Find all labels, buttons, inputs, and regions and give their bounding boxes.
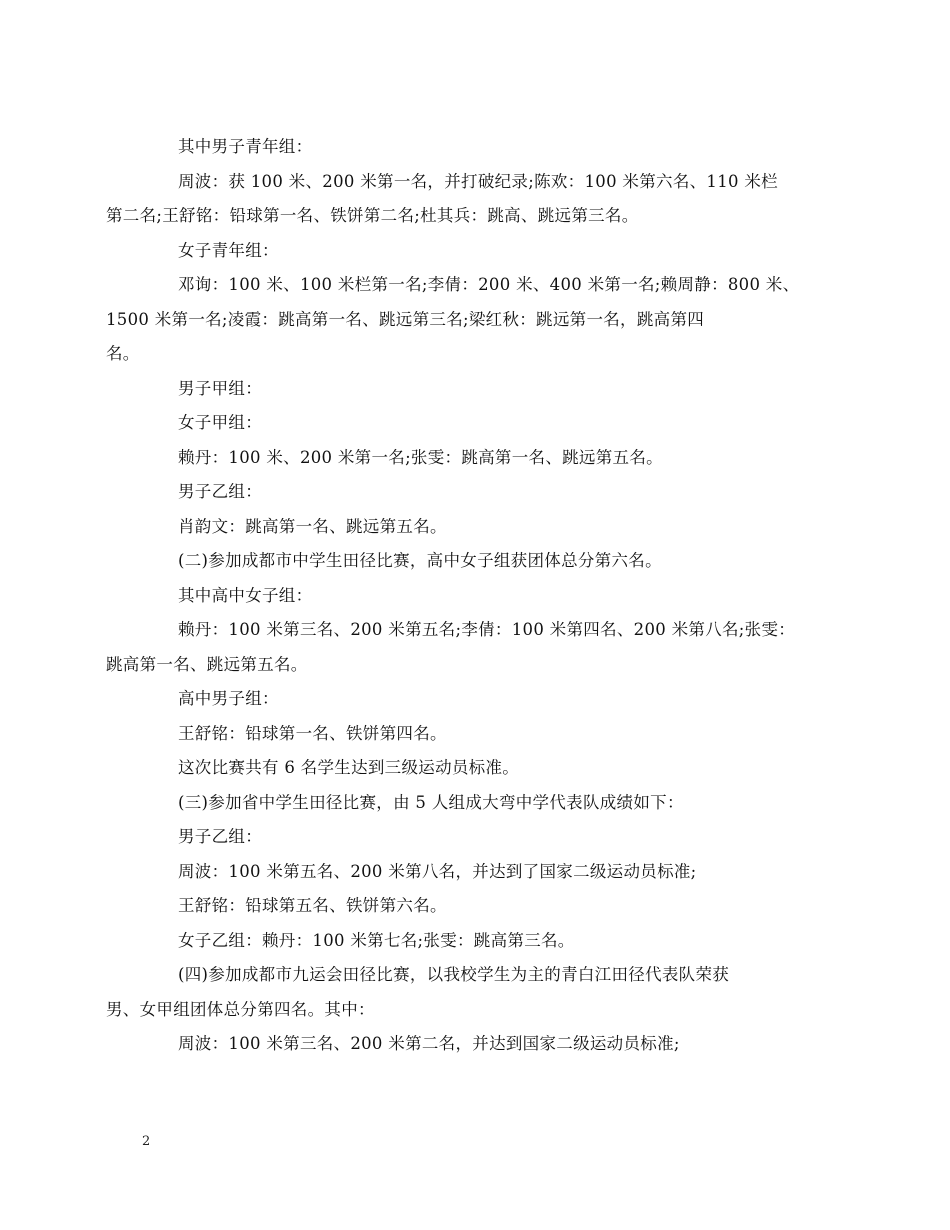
paragraph-line: (三)参加省中学生田径比赛，由 5 人组成大弯中学代表队成绩如下： [178,792,684,812]
paragraph-line: 邓询：100 米、100 米栏第一名;李倩：200 米、400 米第一名;赖周静：800 米、 [178,275,800,294]
paragraph [142,820,822,855]
paragraph [142,441,822,476]
paragraph-line: 第二名;王舒铭：铅球第一名、铁饼第二名;杜其兵：跳高、跳远第三名。 [106,206,639,225]
paragraph [142,889,822,924]
paragraph [142,682,822,717]
paragraph [142,717,822,752]
paragraph-line: 王舒铭：铅球第一名、铁饼第四名。 [178,723,447,743]
paragraph-line: 赖丹：100 米第三名、200 米第五名;李倩：100 米第四名、200 米第八名;张雯： [178,620,796,639]
paragraph [142,924,822,959]
paragraph [142,544,822,579]
paragraph-line: 男子乙组： [178,482,262,501]
paragraph [142,1027,822,1062]
paragraph-line: 周波：100 米第三名、200 米第二名，并达到国家二级运动员标准; [178,1034,680,1053]
paragraph-line: 这次比赛共有 6 名学生达到三级运动员标准。 [178,758,520,777]
paragraph [106,958,822,1027]
paragraph [142,510,822,545]
paragraph [142,406,822,441]
paragraph [106,613,822,682]
document-body [106,130,822,1062]
paragraph-line: 1500 米第一名;凌霞：跳高第一名、跳远第三名;梁红秋：跳远第一名，跳高第四 [106,309,705,329]
paragraph [142,130,822,165]
paragraph [142,579,822,614]
paragraph-line: (四)参加成都市九运会田径比赛，以我校学生为主的青白江田径代表队荣获 [178,965,730,984]
paragraph-line: 女子乙组：赖丹：100 米第七名;张雯：跳高第三名。 [178,930,575,950]
paragraph [142,234,822,269]
paragraph [106,165,822,234]
paragraph-line: 其中高中女子组： [178,585,313,605]
paragraph-line: 肖韵文：跳高第一名、跳远第五名。 [178,516,447,536]
paragraph [142,372,822,407]
paragraph [106,268,822,372]
paragraph-line: 跳高第一名、跳远第五名。 [106,654,308,674]
page-number: 2 [142,1134,151,1149]
paragraph-line: 王舒铭：铅球第五名、铁饼第六名。 [178,896,447,915]
paragraph-line: 男子乙组： [178,827,262,846]
paragraph-line: 女子甲组： [178,413,262,432]
paragraph-line: 周波：获 100 米、200 米第一名，并打破纪录;陈欢：100 米第六名、110 米栏 [178,171,778,191]
paragraph [142,786,822,821]
paragraph-line: 高中男子组： [178,689,279,708]
paragraph-line: (二)参加成都市中学生田径比赛，高中女子组获团体总分第六名。 [178,551,662,570]
paragraph-line: 男、女甲组团体总分第四名。其中： [106,999,375,1019]
paragraph-line: 男子甲组： [178,378,262,398]
paragraph-line: 赖丹：100 米、200 米第一名;张雯：跳高第一名、跳远第五名。 [178,447,663,467]
paragraph [142,855,822,890]
paragraph [142,751,822,786]
paragraph-line: 周波：100 米第五名、200 米第八名，并达到了国家二级运动员标准; [178,861,697,881]
paragraph-line: 女子青年组： [178,240,279,260]
paragraph [142,475,822,510]
paragraph-line: 其中男子青年组： [178,137,313,156]
paragraph-line: 名。 [106,344,140,363]
